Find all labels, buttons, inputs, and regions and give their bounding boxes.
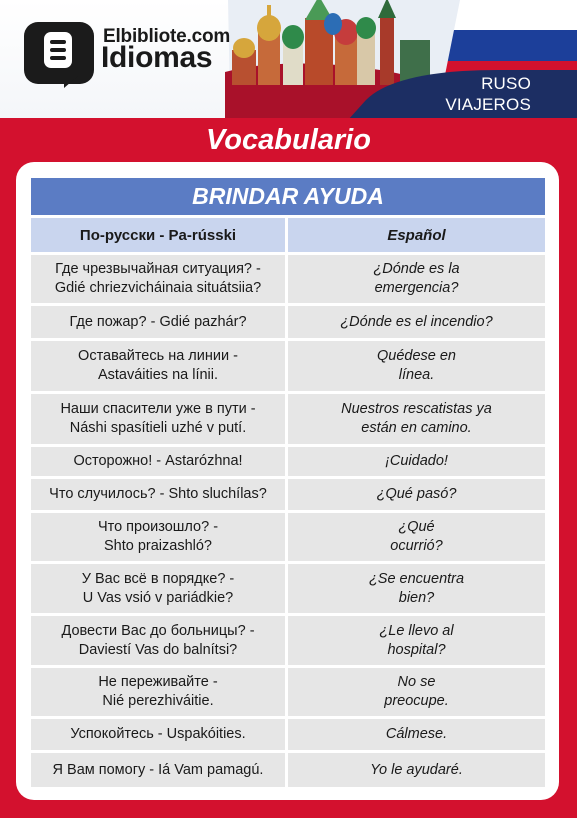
audience-label: VIAJEROS	[445, 95, 531, 114]
russian-line-1: Что случилось? - Shto sluchílas?	[49, 486, 267, 502]
spanish-translation	[288, 564, 545, 613]
spanish-line-2: están en camino.	[361, 420, 472, 436]
russian-line-2: Daviestí Vas do balnítsi?	[78, 641, 238, 658]
spanish-line-1: ¿Le llevo al	[379, 622, 454, 639]
russian-line-1: Где чрезвычайная ситуация? -	[55, 261, 261, 277]
table-row	[31, 479, 545, 510]
spanish-line-1: ¿Dónde es el incendio?	[340, 313, 493, 330]
spanish-line-2: preocupe.	[384, 693, 449, 709]
russian-line-1: Довести Вас до больницы? -	[61, 622, 255, 639]
spanish-line-2: bien?	[398, 589, 435, 606]
spanish-line-2: emergencia?	[374, 280, 459, 296]
spanish-line-1: ¡Cuidado!	[385, 453, 448, 469]
russian-line-1: Не переживайте -	[98, 674, 218, 690]
table-row	[31, 255, 545, 303]
book-logo-icon	[44, 32, 74, 72]
spanish-translation	[288, 668, 545, 716]
spanish-translation	[288, 394, 545, 444]
spanish-line-1: ¿Qué pasó?	[376, 486, 457, 502]
russian-phrase	[31, 447, 285, 476]
russian-phrase	[31, 394, 285, 444]
spanish-line-1: ¿Se encuentra	[368, 570, 465, 587]
russian-line-2: Náshi spasítieli uzhé v putí.	[69, 420, 247, 436]
table-body	[31, 255, 545, 787]
table-row	[31, 753, 545, 787]
russian-line-1: У Вас всё в порядке? -	[81, 570, 235, 587]
russian-line-2: U Vas vsió v pariádkie?	[82, 589, 234, 606]
spanish-line-1: ¿Dónde es la	[373, 261, 460, 277]
table-row	[31, 394, 545, 444]
russian-phrase	[31, 513, 285, 561]
table-row	[31, 513, 545, 561]
russian-line-2: Astaváities na línii.	[97, 367, 219, 383]
russian-line-1: Наши спасители уже в пути -	[60, 401, 256, 417]
russian-phrase	[31, 255, 285, 303]
russian-phrase	[31, 564, 285, 613]
spanish-translation	[288, 306, 545, 338]
spanish-line-1: Nuestros rescatistas ya	[341, 401, 492, 417]
column-header-russian: По-русски - Pa-rússki	[31, 218, 285, 252]
russian-phrase	[31, 306, 285, 338]
spanish-line-1: Cálmese.	[385, 726, 448, 742]
russian-line-2: Nié perezhiváitie.	[102, 693, 214, 709]
russian-line-1: Успокойтесь - Uspakóities.	[70, 726, 246, 742]
table-header-row	[31, 218, 545, 252]
russian-phrase	[31, 616, 285, 665]
spanish-translation	[288, 753, 545, 787]
spanish-translation	[288, 447, 545, 476]
russian-phrase	[31, 668, 285, 716]
vocabulary-panel	[16, 162, 559, 800]
russian-phrase	[31, 341, 285, 391]
spanish-translation	[288, 513, 545, 561]
spanish-translation	[288, 719, 545, 750]
spanish-translation	[288, 616, 545, 665]
spanish-line-1: Quédese en	[376, 348, 456, 364]
header	[0, 0, 577, 118]
table-row	[31, 719, 545, 750]
spanish-line-1: ¿Qué	[398, 519, 435, 535]
russian-phrase	[31, 753, 285, 787]
russian-line-1: Я Вам помогу - Iá Vam pamagú.	[52, 761, 264, 778]
spanish-translation	[288, 341, 545, 391]
russian-line-1: Осторожно! - Astarózhna!	[73, 453, 243, 469]
spanish-line-1: No se	[397, 674, 436, 690]
russian-line-1: Оставайтесь на линии -	[78, 348, 238, 364]
table-row	[31, 447, 545, 476]
table-row	[31, 306, 545, 338]
russian-phrase	[31, 479, 285, 510]
russian-line-1: Что произошло? -	[97, 519, 219, 535]
spanish-line-2: línea.	[398, 367, 435, 383]
spanish-translation	[288, 479, 545, 510]
table-row	[31, 564, 545, 613]
brand-site: Elbibliote.com	[103, 26, 231, 47]
russian-line-2: Gdié chriezvicháinaia situátsiia?	[54, 280, 262, 296]
spanish-line-2: ocurrió?	[390, 538, 443, 554]
russian-line-2: Shto praizashló?	[103, 538, 212, 554]
table-row	[31, 668, 545, 716]
spanish-line-2: hospital?	[387, 641, 446, 658]
language-label: RUSO	[481, 74, 531, 93]
russian-phrase	[31, 719, 285, 750]
column-header-spanish: Español	[288, 218, 545, 252]
section-title: Vocabulario	[206, 124, 371, 156]
spanish-translation	[288, 255, 545, 303]
vocabulary-table	[31, 178, 545, 787]
russian-line-1: Где пожар? - Gdié pazhár?	[69, 313, 247, 330]
table-row	[31, 341, 545, 391]
spanish-line-1: Yo le ayudaré.	[370, 761, 463, 778]
table-row	[31, 616, 545, 665]
table-title: BRINDAR AYUDA	[31, 178, 545, 218]
brand-name: Idiomas	[101, 41, 213, 74]
